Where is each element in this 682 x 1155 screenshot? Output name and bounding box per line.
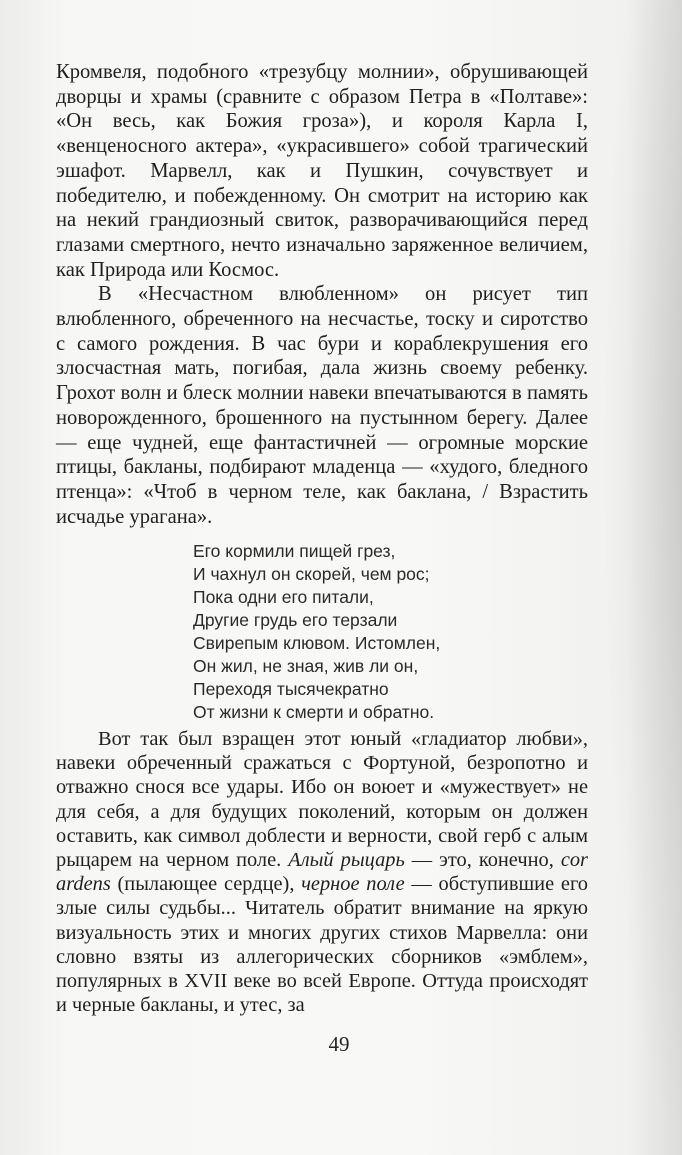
paragraph-3 [56,727,588,1017]
page-edge-shadow [602,0,682,1155]
italic-term-2: cor ardens [56,849,588,896]
top-text-block [56,60,588,529]
paragraph-2: В «Несчастном влюбленном» он рисует тип влюбленного, обреченного на несчастье, тоску и сиротство с самого рождения. В час бури и кораблекрушения его злосчастная мать, погибая, дала жизнь своему ребенку. Грохот волн и блеск молнии навеки впечатываются в память новорожденного, брошенного на пустынном берегу. Далее — еще чудней, еще фантастичней — огромные морские птицы, бакланы, подбирают младенца — «худого, бледного птенца»: «Чтоб в черном теле, как баклана, / Взрастить исчадье урагана». [56,283,588,528]
poem-excerpt: Его кормили пищей грез, И чахнул он скорей, чем рос; Пока одни его питали, Другие грудь его терзали Свирепым клювом. Истомлен, Он жил, не зная, жив ли он, Переходя тысячекратно От жизни к смерти и обратно. [193,541,441,722]
paragraph-3-part-3: (пылающее сердце), [110,873,302,896]
paragraph-3-part-4: — обступившие его злые силы судьбы... Читатель обратит внимание на яркую визуальность этих и многих других стихов Марвелла: они словно взяты из аллегорических сборников «эмблем», популярных в XVII веке во всей Европе. Оттуда происходят и черные бакланы, и утес, за [56,873,588,1017]
bottom-text-block [56,727,588,1017]
italic-term-1: Алый рыцарь [288,849,405,872]
paragraph-3-part-1: Вот так был взращен этот юный «гладиатор любви», навеки обреченный сражаться с Фортуной, безропотно и отважно снося все удары. Ибо он воюет и «мужествует» не для себя, а для будущих поколений, которым он должен оставить, как символ доблести и верности, свой герб с алым рыцарем на черном поле. [56,728,588,872]
italic-term-3: черное поле [301,873,405,896]
paragraph-3-part-2: — это, конечно, [404,849,561,872]
paragraph-1: Кромвеля, подобного «трезубцу молнии», обрушивающей дворцы и храмы (сравните с образом Петра в «Полтаве»: «Он весь, как Божия гроза»), и короля Карла I, «венценосного актера», «украсившего» собой трагический эшафот. Марвелл, как и Пушкин, сочувствует и победителю, и побежденному. Он смотрит на историю как на некий грандиозный свиток, разворачивающийся перед глазами смертного, нечто изначально заряженное величием, как Природа или Космос. [56,61,588,281]
page-number: 49 [328,1032,350,1056]
